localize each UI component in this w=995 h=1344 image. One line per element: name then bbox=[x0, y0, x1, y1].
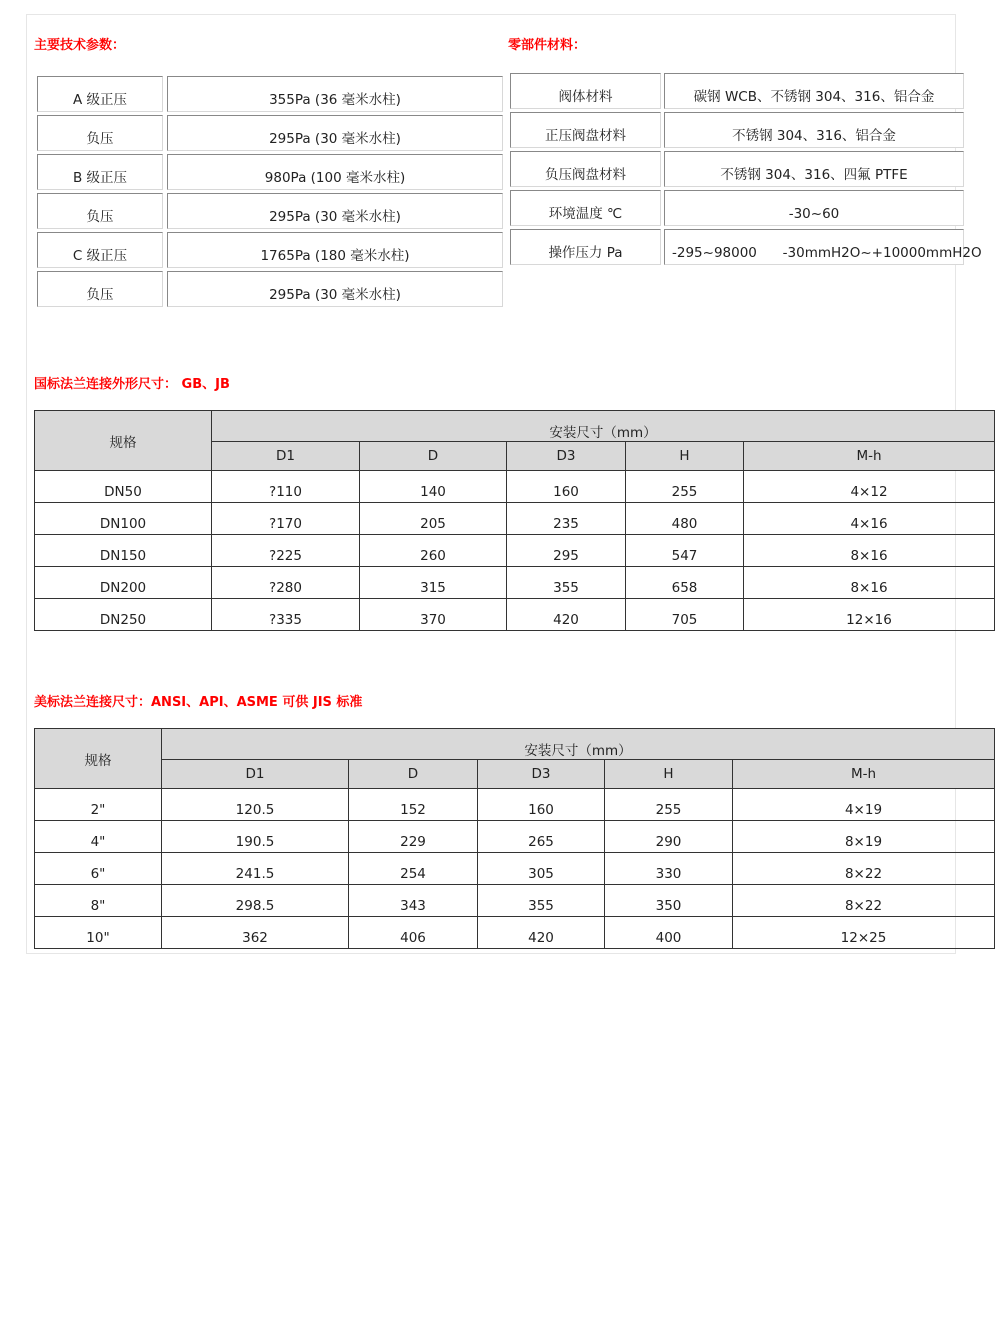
table-cell: 658 bbox=[626, 567, 744, 599]
table-cell: 355 bbox=[507, 567, 626, 599]
table-cell: 12×25 bbox=[733, 917, 995, 949]
table-cell: 480 bbox=[626, 503, 744, 535]
column-header: M-h bbox=[744, 442, 995, 471]
column-header: D bbox=[360, 442, 507, 471]
main-param-label: 负压 bbox=[37, 193, 163, 229]
table-cell: 265 bbox=[478, 821, 605, 853]
spec-cell: 2" bbox=[35, 789, 162, 821]
column-header: D1 bbox=[212, 442, 360, 471]
table-cell: 400 bbox=[605, 917, 733, 949]
material-value: 不锈钢 304、316、四氟 PTFE bbox=[664, 151, 964, 187]
material-value: 碳钢 WCB、不锈钢 304、316、铝合金 bbox=[664, 73, 964, 109]
material-label: 阀体材料 bbox=[510, 73, 661, 109]
gb-table-wrap bbox=[34, 410, 950, 630]
main-param-label: 负压 bbox=[37, 115, 163, 151]
table-cell: 8×19 bbox=[733, 821, 995, 853]
table-cell: 255 bbox=[605, 789, 733, 821]
ansi-spec-header: 规格 bbox=[35, 729, 162, 789]
table-cell: 8×16 bbox=[744, 567, 995, 599]
table-cell: 4×19 bbox=[733, 789, 995, 821]
column-header: D1 bbox=[162, 760, 349, 789]
table-cell: 120.5 bbox=[162, 789, 349, 821]
main-param-value: 295Pa (30 毫米水柱) bbox=[167, 271, 503, 307]
spec-cell: DN150 bbox=[35, 535, 212, 567]
spec-cell: DN50 bbox=[35, 471, 212, 503]
material-label: 负压阀盘材料 bbox=[510, 151, 661, 187]
material-value: 不锈钢 304、316、铝合金 bbox=[664, 112, 964, 148]
main-param-value: 980Pa (100 毫米水柱) bbox=[167, 154, 503, 190]
table-cell: 255 bbox=[626, 471, 744, 503]
table-cell: 229 bbox=[349, 821, 478, 853]
table-cell: 298.5 bbox=[162, 885, 349, 917]
table-cell: 290 bbox=[605, 821, 733, 853]
table-row bbox=[35, 567, 995, 599]
table-cell: ?335 bbox=[212, 599, 360, 631]
column-header: M-h bbox=[733, 760, 995, 789]
table-cell: ?225 bbox=[212, 535, 360, 567]
table-row bbox=[35, 471, 995, 503]
gb-group-header: 安装尺寸（mm） bbox=[212, 411, 995, 442]
main-param-label: C 级正压 bbox=[37, 232, 163, 268]
table-row bbox=[35, 599, 995, 631]
column-header: D bbox=[349, 760, 478, 789]
main-params-heading: 主要技术参数： bbox=[34, 38, 126, 53]
table-cell: 343 bbox=[349, 885, 478, 917]
table-cell: 152 bbox=[349, 789, 478, 821]
table-cell: 547 bbox=[626, 535, 744, 567]
column-header: H bbox=[626, 442, 744, 471]
ansi-dimensions-table bbox=[34, 728, 995, 949]
main-param-label: 负压 bbox=[37, 271, 163, 307]
spec-cell: DN250 bbox=[35, 599, 212, 631]
gb-dimensions-heading: 国标法兰连接外形尺寸： GB、JB bbox=[34, 377, 230, 392]
main-param-label: B 级正压 bbox=[37, 154, 163, 190]
material-value: -30~60 bbox=[664, 190, 964, 226]
table-cell: 12×16 bbox=[744, 599, 995, 631]
ansi-table-wrap bbox=[34, 728, 950, 950]
materials-heading: 零部件材料： bbox=[508, 38, 587, 53]
spec-cell: 6" bbox=[35, 853, 162, 885]
main-param-value: 1765Pa (180 毫米水柱) bbox=[167, 232, 503, 268]
spec-cell: DN200 bbox=[35, 567, 212, 599]
ansi-dimensions-heading: 美标法兰连接尺寸：ANSI、API、ASME 可供 JIS 标准 bbox=[34, 695, 363, 710]
main-param-value: 295Pa (30 毫米水柱) bbox=[167, 193, 503, 229]
main-param-value: 295Pa (30 毫米水柱) bbox=[167, 115, 503, 151]
table-cell: 295 bbox=[507, 535, 626, 567]
material-label: 环境温度 ℃ bbox=[510, 190, 661, 226]
table-row bbox=[35, 503, 995, 535]
table-cell: 350 bbox=[605, 885, 733, 917]
table-cell: 420 bbox=[478, 917, 605, 949]
spec-cell: DN100 bbox=[35, 503, 212, 535]
table-row bbox=[35, 917, 995, 949]
table-cell: 315 bbox=[360, 567, 507, 599]
table-cell: 8×16 bbox=[744, 535, 995, 567]
spec-cell: 8" bbox=[35, 885, 162, 917]
materials-table bbox=[508, 70, 982, 268]
ansi-group-header: 安装尺寸（mm） bbox=[162, 729, 995, 760]
table-cell: 160 bbox=[507, 471, 626, 503]
table-cell: 420 bbox=[507, 599, 626, 631]
table-cell: 330 bbox=[605, 853, 733, 885]
table-cell: 190.5 bbox=[162, 821, 349, 853]
column-header: D3 bbox=[478, 760, 605, 789]
table-cell: 160 bbox=[478, 789, 605, 821]
table-row bbox=[35, 853, 995, 885]
table-cell: 406 bbox=[349, 917, 478, 949]
table-cell: ?280 bbox=[212, 567, 360, 599]
table-cell: 8×22 bbox=[733, 853, 995, 885]
material-label: 操作压力 Pa bbox=[510, 229, 661, 265]
table-cell: 235 bbox=[507, 503, 626, 535]
table-row bbox=[35, 885, 995, 917]
column-header: H bbox=[605, 760, 733, 789]
table-cell: 370 bbox=[360, 599, 507, 631]
table-cell: 4×12 bbox=[744, 471, 995, 503]
table-cell: 140 bbox=[360, 471, 507, 503]
table-cell: 355 bbox=[478, 885, 605, 917]
column-header: D3 bbox=[507, 442, 626, 471]
table-row bbox=[35, 535, 995, 567]
material-value: -295~98000 -30mmH2O~+10000mmH2O bbox=[664, 229, 964, 265]
spec-cell: 10" bbox=[35, 917, 162, 949]
table-cell: 305 bbox=[478, 853, 605, 885]
gb-spec-header: 规格 bbox=[35, 411, 212, 471]
table-row bbox=[35, 789, 995, 821]
table-cell: 241.5 bbox=[162, 853, 349, 885]
table-cell: 260 bbox=[360, 535, 507, 567]
table-cell: 362 bbox=[162, 917, 349, 949]
table-cell: 205 bbox=[360, 503, 507, 535]
main-param-label: A 级正压 bbox=[37, 76, 163, 112]
table-cell: 4×16 bbox=[744, 503, 995, 535]
table-cell: 705 bbox=[626, 599, 744, 631]
gb-dimensions-table bbox=[34, 410, 995, 631]
table-cell: 8×22 bbox=[733, 885, 995, 917]
table-cell: ?110 bbox=[212, 471, 360, 503]
main-param-value: 355Pa (36 毫米水柱) bbox=[167, 76, 503, 112]
table-cell: ?170 bbox=[212, 503, 360, 535]
material-label: 正压阀盘材料 bbox=[510, 112, 661, 148]
table-cell: 254 bbox=[349, 853, 478, 885]
table-row bbox=[35, 821, 995, 853]
spec-cell: 4" bbox=[35, 821, 162, 853]
